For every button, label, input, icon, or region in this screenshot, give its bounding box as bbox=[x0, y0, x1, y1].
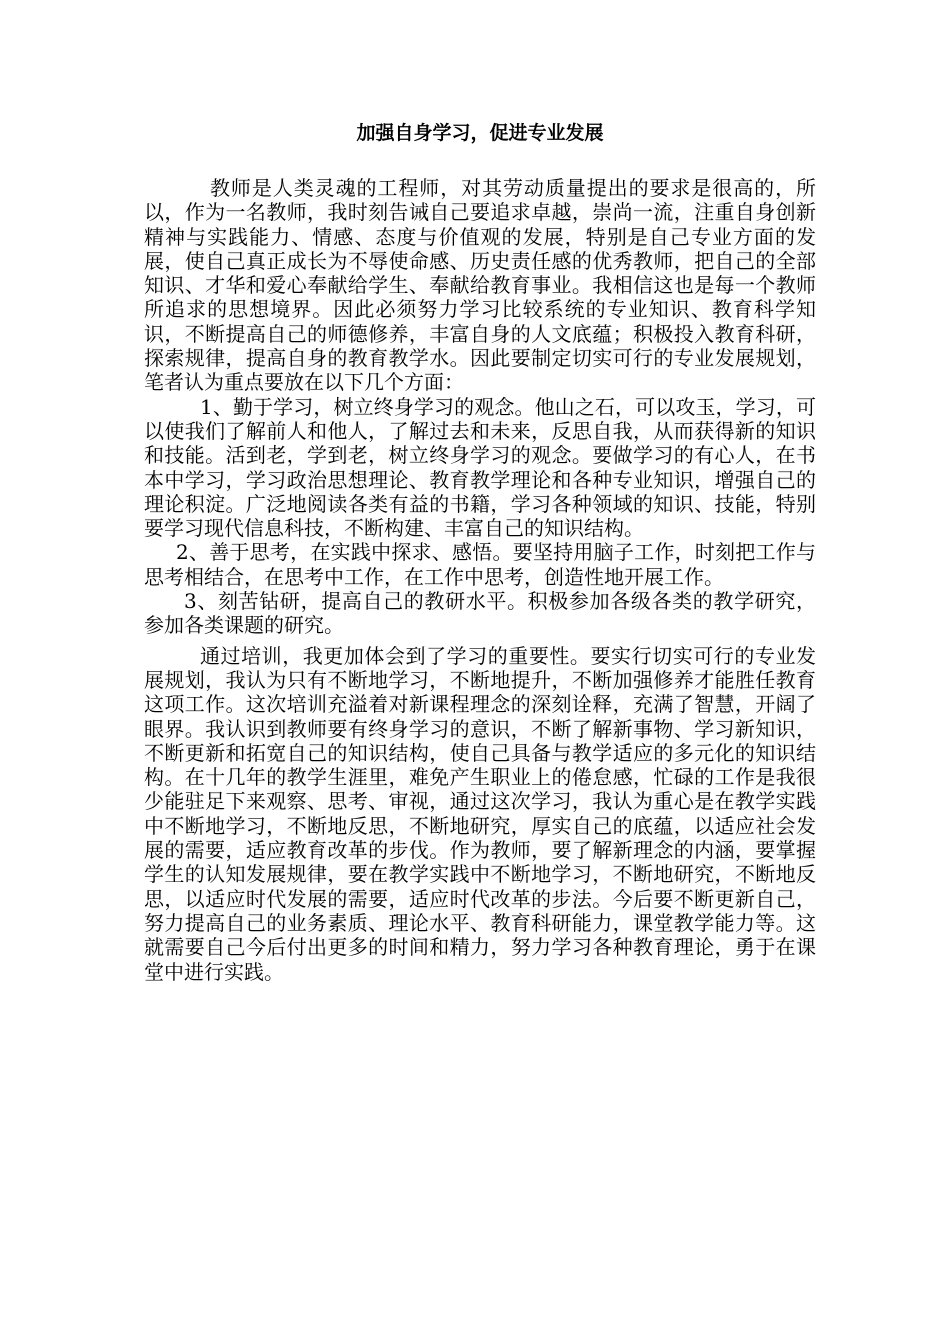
document-title: 加强自身学习，促进专业发展 bbox=[356, 122, 604, 144]
paragraph-point-1: 1、勤于学习，树立终身学习的观念。他山之石，可以攻玉，学习，可以使我们了解前人和他人，了解过去和未来，反思自我，从而获得新的知识和技能。活到老，学到老，树立终身学习的观念。要做学习的有心人，在书本中学习，学习政治思想理论、教育教学理论和各种专业知识，增强自己的理论积淀。广泛地阅读各类有益的书籍，学习各种领域的知识、技能，特别要学习现代信息科技，不断构建、丰富自己的知识结构。 bbox=[144, 394, 816, 541]
paragraph-conclusion: 通过培训，我更加体会到了学习的重要性。要实行切实可行的专业发展规划，我认为只有不断地学习，不断地提升，不断加强修养才能胜任教育这项工作。这次培训充溢着对新课程理念的深刻诠释，充满了智慧，开阔了眼界。我认识到教师要有终身学习的意识，不断了解新事物、学习新知识，不断更新和拓宽自己的知识结构，使自己具备与教学适应的多元化的知识结构。在十几年的教学生涯里，难免产生职业上的倦怠感，忙碌的工作是我很少能驻足下来观察、思考、审视，通过这次学习，我认为重心是在教学实践中不断地学习，不断地反思，不断地研究，厚实自己的底蕴，以适应社会发展的需要，适应教育改革的步伐。作为教师，要了解新理念的内涵，要掌握学生的认知发展规律，要在教学实践中不断地学习，不断地研究，不断地反思，以适应时代发展的需要，适应时代改革的步法。今后要不断更新自己，努力提高自己的业务素质、理论水平、教育科研能力，课堂教学能力等。这就需要自己今后付出更多的时间和精力，努力学习各种教育理论，勇于在课堂中进行实践。 bbox=[144, 643, 816, 984]
paragraph-intro: 教师是人类灵魂的工程师，对其劳动质量提出的要求是很高的，所以，作为一名教师，我时刻告诫自己要追求卓越，崇尚一流，注重自身创新精神与实践能力、情感、态度与价值观的发展，特别是自己专业方面的发展，使自己真正成长为不辱使命感、历史责任感的优秀教师，把自己的全部知识、才华和爱心奉献给学生、奉献给教育事业。我相信这也是每一个教师所追求的思想境界。因此必须努力学习比较系统的专业知识、教育科学知识，不断提高自己的师德修养，丰富自身的人文底蕴；积极投入教育科研，探索规律，提高自身的教育教学水。因此要制定切实可行的专业发展规划，笔者认为重点要放在以下几个方面： bbox=[144, 176, 816, 395]
document-body bbox=[144, 118, 816, 984]
paragraph-point-2: 2、善于思考，在实践中探求、感悟。要坚持用脑子工作，时刻把工作与思考相结合，在思考中工作，在工作中思考，创造性地开展工作。 bbox=[144, 540, 816, 589]
paragraph-point-3: 3、刻苦钻研，提高自己的教研水平。积极参加各级各类的教学研究，参加各类课题的研究。 bbox=[144, 589, 816, 638]
